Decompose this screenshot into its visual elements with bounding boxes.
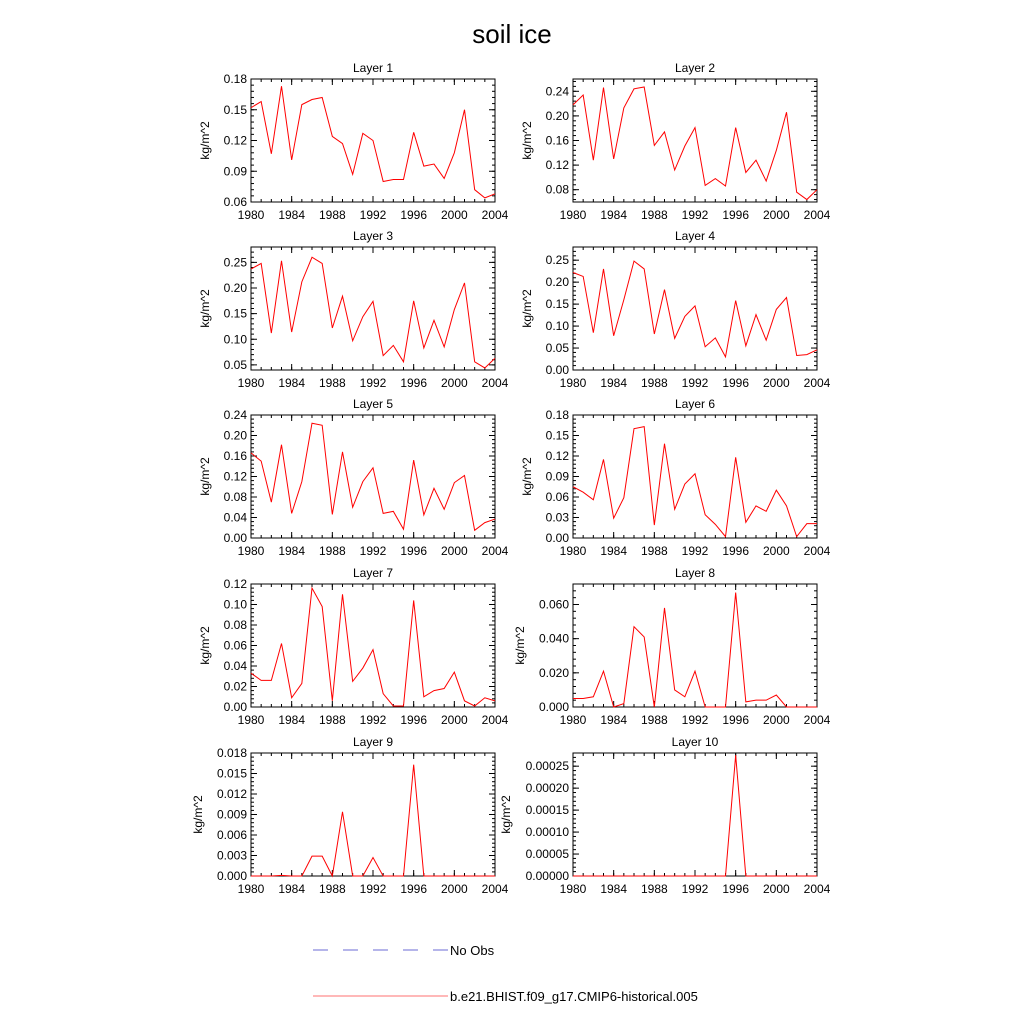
- y-tick-label: 0.12: [545, 449, 569, 463]
- x-tick-label: 2004: [481, 376, 509, 390]
- y-tick-label: 0.00025: [525, 759, 569, 774]
- panel-6: [520, 397, 831, 558]
- x-tick-label: 2000: [440, 208, 468, 222]
- y-tick-label: 0.12: [545, 158, 569, 173]
- y-tick-label: 0.15: [223, 306, 247, 321]
- y-tick-label: 0.00: [223, 700, 247, 714]
- y-tick-label: 0.009: [216, 807, 247, 822]
- x-tick-label: 1980: [237, 713, 265, 727]
- x-tick-label: 1992: [681, 713, 709, 727]
- x-tick-label: 1980: [559, 544, 587, 558]
- y-axis-label: kg/m^2: [198, 289, 212, 328]
- x-tick-label: 2004: [803, 713, 831, 727]
- y-tick-label: 0.00000: [525, 869, 569, 883]
- x-tick-label: 2000: [762, 544, 790, 558]
- x-tick-label: 2004: [481, 882, 509, 896]
- y-tick-label: 0.00: [545, 363, 569, 377]
- y-tick-label: 0.08: [223, 618, 247, 632]
- x-tick-label: 1992: [359, 376, 387, 390]
- y-tick-label: 0.10: [223, 332, 247, 347]
- y-tick-label: 0.00: [545, 531, 569, 545]
- y-tick-label: 0.00015: [525, 803, 569, 818]
- y-tick-label: 0.04: [223, 659, 247, 673]
- x-tick-label: 1992: [681, 544, 709, 558]
- y-tick-label: 0.060: [538, 597, 569, 612]
- x-tick-label: 1996: [400, 713, 428, 727]
- y-axis-label: kg/m^2: [198, 626, 212, 665]
- y-axis-label: kg/m^2: [513, 626, 527, 665]
- x-tick-label: 1992: [681, 208, 709, 222]
- y-tick-label: 0.16: [545, 133, 569, 148]
- x-tick-label: 1996: [722, 713, 750, 727]
- y-tick-label: 0.015: [216, 766, 247, 781]
- plot-frame: [573, 79, 817, 202]
- y-tick-label: 0.08: [223, 490, 247, 504]
- panels: [191, 61, 831, 896]
- panel-10: [499, 735, 831, 896]
- x-tick-label: 1980: [559, 376, 587, 390]
- series-line: [573, 87, 817, 200]
- x-tick-label: 2000: [440, 713, 468, 727]
- y-tick-label: 0.20: [223, 428, 247, 443]
- panel-1: [198, 61, 509, 222]
- y-tick-label: 0.15: [223, 102, 247, 117]
- y-tick-label: 0.18: [223, 72, 247, 86]
- series-line: [251, 423, 495, 530]
- y-tick-label: 0.08: [545, 182, 569, 197]
- series-line: [573, 593, 817, 707]
- series-line: [573, 427, 817, 537]
- y-axis-label: kg/m^2: [198, 457, 212, 496]
- x-tick-label: 1984: [600, 882, 628, 896]
- y-tick-label: 0.24: [223, 408, 247, 422]
- x-tick-label: 1984: [278, 376, 306, 390]
- x-tick-label: 1992: [359, 882, 387, 896]
- y-tick-label: 0.09: [545, 469, 569, 484]
- panel-9: [191, 735, 509, 896]
- y-tick-label: 0.15: [545, 428, 569, 443]
- y-tick-label: 0.03: [545, 510, 569, 525]
- y-tick-label: 0.06: [223, 638, 247, 653]
- y-tick-label: 0.012: [216, 787, 247, 801]
- y-axis-label: kg/m^2: [191, 795, 205, 834]
- panel-title: Layer 2: [674, 61, 716, 75]
- y-tick-label: 0.18: [545, 408, 569, 422]
- x-tick-label: 1984: [600, 713, 628, 727]
- x-tick-label: 1984: [600, 544, 628, 558]
- x-tick-label: 1984: [600, 208, 628, 222]
- y-tick-label: 0.25: [545, 253, 569, 268]
- x-tick-label: 2000: [762, 376, 790, 390]
- legend-label-model: b.e21.BHIST.f09_g17.CMIP6-historical.005: [450, 989, 698, 1004]
- panel-title: Layer 9: [352, 735, 394, 749]
- x-tick-label: 1980: [559, 208, 587, 222]
- x-tick-label: 2004: [803, 882, 831, 896]
- y-tick-label: 0.10: [545, 319, 569, 334]
- x-tick-label: 1984: [600, 376, 628, 390]
- x-tick-label: 1988: [640, 208, 668, 222]
- x-tick-label: 1996: [400, 376, 428, 390]
- x-tick-label: 1984: [278, 208, 306, 222]
- y-tick-label: 0.20: [545, 108, 569, 123]
- y-tick-label: 0.00: [223, 531, 247, 545]
- y-tick-label: 0.000: [216, 869, 247, 883]
- legend: [313, 943, 698, 1004]
- y-tick-label: 0.00010: [525, 825, 569, 840]
- y-tick-label: 0.05: [223, 357, 247, 372]
- y-tick-label: 0.10: [223, 597, 247, 612]
- panel-3: [198, 229, 509, 390]
- panel-title: Layer 4: [674, 229, 716, 243]
- y-tick-label: 0.20: [545, 275, 569, 290]
- x-tick-label: 1988: [318, 376, 346, 390]
- x-tick-label: 1996: [400, 208, 428, 222]
- panel-7: [198, 566, 509, 727]
- x-tick-label: 1992: [359, 208, 387, 222]
- x-tick-label: 1984: [278, 713, 306, 727]
- x-tick-label: 2000: [762, 208, 790, 222]
- panel-4: [520, 229, 831, 390]
- series-line: [251, 86, 495, 198]
- plot-frame: [251, 415, 495, 538]
- series-line: [251, 257, 495, 368]
- y-tick-label: 0.020: [538, 665, 569, 680]
- x-tick-label: 1996: [722, 376, 750, 390]
- y-tick-label: 0.02: [223, 679, 247, 694]
- y-axis-label: kg/m^2: [520, 289, 534, 328]
- y-tick-label: 0.12: [223, 133, 247, 148]
- x-tick-label: 1980: [237, 376, 265, 390]
- plot-frame: [573, 415, 817, 538]
- x-tick-label: 2000: [440, 376, 468, 390]
- panel-title: Layer 3: [352, 229, 394, 243]
- x-tick-label: 2004: [803, 544, 831, 558]
- y-tick-label: 0.040: [538, 631, 569, 646]
- plot-frame: [251, 584, 495, 707]
- y-tick-label: 0.05: [545, 341, 569, 356]
- y-axis-label: kg/m^2: [198, 121, 212, 160]
- x-tick-label: 1988: [318, 713, 346, 727]
- x-tick-label: 2004: [481, 544, 509, 558]
- y-tick-label: 0.20: [223, 281, 247, 295]
- x-tick-label: 2004: [803, 208, 831, 222]
- x-tick-label: 2004: [481, 713, 509, 727]
- x-tick-label: 1996: [722, 882, 750, 896]
- x-tick-label: 1988: [318, 208, 346, 222]
- y-tick-label: 0.003: [216, 848, 247, 863]
- y-tick-label: 0.24: [545, 84, 569, 99]
- x-tick-label: 1980: [237, 544, 265, 558]
- y-tick-label: 0.06: [223, 195, 247, 209]
- x-tick-label: 2000: [440, 544, 468, 558]
- x-tick-label: 2000: [762, 713, 790, 727]
- x-tick-label: 1984: [278, 544, 306, 558]
- y-tick-label: 0.000: [538, 700, 569, 714]
- y-tick-label: 0.006: [216, 828, 247, 842]
- panel-title: Layer 1: [352, 61, 394, 75]
- panel-5: [198, 397, 509, 558]
- figure-title: soil ice: [472, 19, 552, 49]
- x-tick-label: 1996: [722, 544, 750, 558]
- series-line: [573, 261, 817, 357]
- plot-frame: [573, 753, 817, 876]
- panel-title: Layer 6: [674, 397, 716, 411]
- x-tick-label: 1992: [359, 713, 387, 727]
- x-tick-label: 1988: [318, 882, 346, 896]
- y-tick-label: 0.16: [223, 449, 247, 463]
- y-axis-label: kg/m^2: [499, 795, 513, 834]
- x-tick-label: 1992: [359, 544, 387, 558]
- y-tick-label: 0.00020: [525, 781, 569, 796]
- series-line: [251, 588, 495, 706]
- y-tick-label: 0.04: [223, 510, 247, 525]
- y-tick-label: 0.25: [223, 255, 247, 270]
- y-tick-label: 0.09: [223, 164, 247, 179]
- x-tick-label: 1980: [559, 882, 587, 896]
- x-tick-label: 2004: [481, 208, 509, 222]
- x-tick-label: 1988: [640, 376, 668, 390]
- y-tick-label: 0.15: [545, 297, 569, 312]
- panel-title: Layer 7: [352, 566, 394, 580]
- x-tick-label: 1996: [400, 882, 428, 896]
- y-tick-label: 0.12: [223, 469, 247, 484]
- panel-title: Layer 8: [674, 566, 716, 580]
- x-tick-label: 1992: [681, 376, 709, 390]
- series-line: [573, 755, 817, 876]
- x-tick-label: 1988: [640, 882, 668, 896]
- y-tick-label: 0.12: [223, 577, 247, 591]
- x-tick-label: 2000: [762, 882, 790, 896]
- legend-label-no-obs: No Obs: [450, 943, 495, 958]
- panel-2: [520, 61, 831, 222]
- x-tick-label: 1984: [278, 882, 306, 896]
- x-tick-label: 1988: [640, 713, 668, 727]
- panel-title: Layer 5: [352, 397, 394, 411]
- series-line: [251, 765, 495, 876]
- y-tick-label: 0.00005: [525, 847, 569, 862]
- x-tick-label: 1980: [559, 713, 587, 727]
- plot-frame: [251, 247, 495, 370]
- y-axis-label: kg/m^2: [520, 457, 534, 496]
- x-tick-label: 1980: [237, 882, 265, 896]
- x-tick-label: 1980: [237, 208, 265, 222]
- x-tick-label: 1996: [722, 208, 750, 222]
- y-tick-label: 0.018: [216, 746, 247, 760]
- x-tick-label: 1996: [400, 544, 428, 558]
- x-tick-label: 1988: [318, 544, 346, 558]
- y-axis-label: kg/m^2: [520, 121, 534, 160]
- plot-frame: [573, 584, 817, 707]
- panel-title: Layer 10: [671, 735, 719, 749]
- x-tick-label: 2004: [803, 376, 831, 390]
- x-tick-label: 1988: [640, 544, 668, 558]
- panel-8: [513, 566, 831, 727]
- y-tick-label: 0.06: [545, 490, 569, 504]
- x-tick-label: 1992: [681, 882, 709, 896]
- x-tick-label: 2000: [440, 882, 468, 896]
